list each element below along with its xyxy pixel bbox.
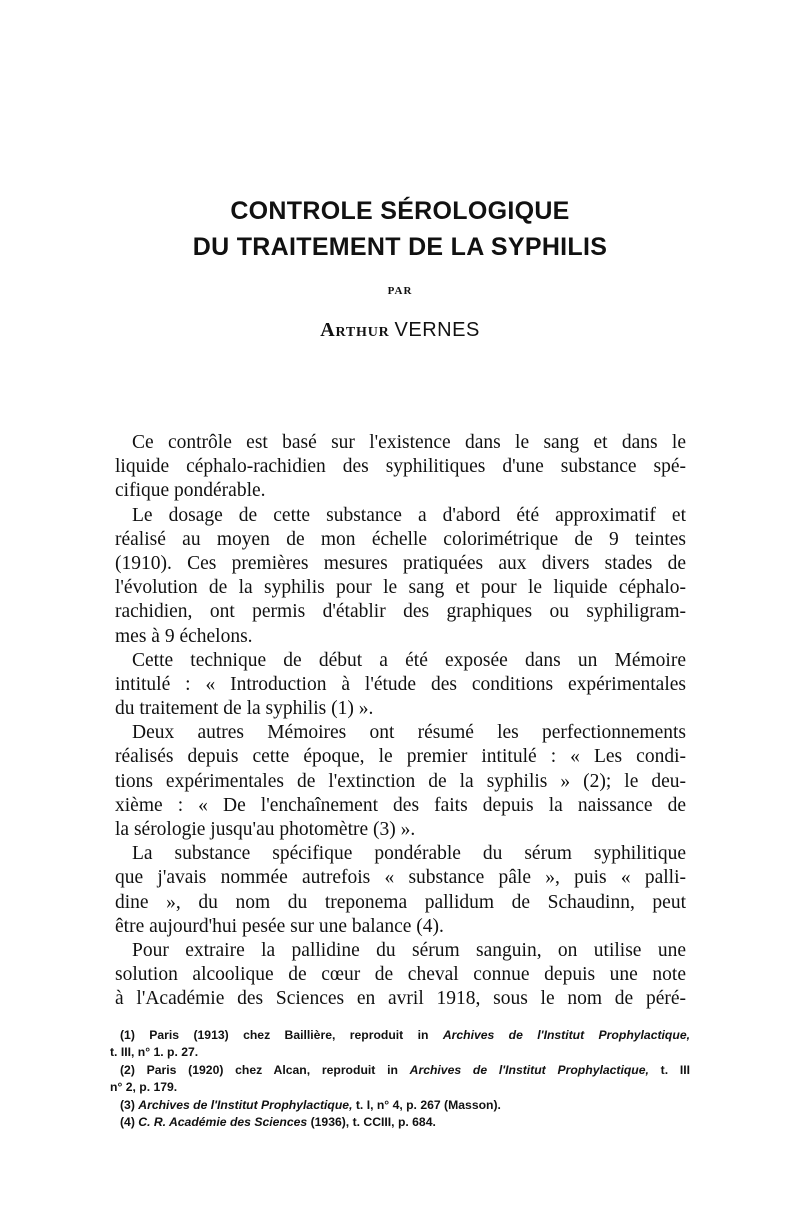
body-line: réalisés depuis cette époque, le premier intitulé : « Les condi- bbox=[115, 746, 686, 768]
footnotes bbox=[110, 1027, 690, 1131]
body-line: (1910). Ces premières mesures pratiquées aux divers stades de bbox=[115, 552, 686, 574]
title-line-2: DU TRAITEMENT DE LA SYPHILIS bbox=[192, 233, 608, 261]
body-line: du traitement de la syphilis (1) ». bbox=[115, 698, 374, 720]
body-line: La substance spécifique pondérable du sérum syphilitique bbox=[132, 843, 686, 865]
body-line: que j'avais nommée autrefois « substance pâle », puis « palli- bbox=[115, 867, 686, 889]
footnote-3-journal: Archives de l'Institut Prophylactique, bbox=[138, 1097, 353, 1112]
footnote-4 bbox=[110, 1114, 690, 1131]
body-line: être aujourd'hui pesée sur une balance (4). bbox=[115, 915, 444, 937]
body-line: la sérologie jusqu'au photomètre (3) ». bbox=[115, 819, 416, 840]
body-line: solution alcoolique de cœur de cheval connue depuis une note bbox=[115, 964, 686, 986]
body-line: Pour extraire la pallidine du sérum sanguin, on utilise une bbox=[132, 939, 686, 961]
body-line: rachidien, ont permis d'établir des graphiques ou syphiligram- bbox=[115, 601, 686, 623]
body-line: intitulé : « Introduction à l'étude des conditions expérimentales bbox=[115, 673, 686, 695]
footnote-2-cont: n° 2, p. 179. bbox=[110, 1080, 178, 1095]
author bbox=[0, 318, 800, 342]
footnote-1-cont: t. III, n° 1. p. 27. bbox=[110, 1045, 199, 1060]
body-line: tions expérimentales de l'extinction de la syphilis » (2); le deu- bbox=[115, 770, 686, 792]
body-line: Le dosage de cette substance a d'abord été approximatif et bbox=[132, 504, 686, 526]
footnote-3-text: t. I, n° 4, p. 267 (Masson). bbox=[352, 1097, 501, 1112]
author-first-name: Arthur bbox=[320, 319, 390, 341]
byline-par: PAR bbox=[387, 285, 413, 297]
body-line: mes à 9 échelons. bbox=[115, 625, 253, 647]
footnote-1-text: (1) Paris (1913) chez Baillière, reproduit in bbox=[120, 1028, 443, 1042]
footnote-2-journal: Archives de l'Institut Prophylactique, bbox=[409, 1062, 649, 1077]
body-line: liquide céphalo-rachidien des syphilitiques d'une substance spé- bbox=[115, 456, 686, 478]
body-line: Ce contrôle est basé sur l'existence dans le sang et dans le bbox=[132, 432, 686, 453]
body-line: l'évolution de la syphilis pour le sang et pour le liquide céphalo- bbox=[115, 577, 686, 599]
body-line: dine », du nom du treponema pallidum de Schaudinn, peut bbox=[115, 891, 686, 913]
body-line: Cette technique de début a été exposée dans un Mémoire bbox=[132, 649, 686, 671]
body-line: Deux autres Mémoires ont résumé les perfectionnements bbox=[132, 722, 686, 744]
footnote-4-journal: C. R. Académie des Sciences bbox=[138, 1114, 308, 1129]
footnote-3-number: (3) bbox=[120, 1097, 139, 1112]
footnote-3 bbox=[110, 1097, 690, 1114]
footnote-1-journal: Archives de l'Institut Prophylactique, bbox=[442, 1028, 690, 1042]
body-line: réalisé au moyen de mon échelle colorimétrique de 9 teintes bbox=[115, 528, 686, 550]
author-last-name: VERNES bbox=[394, 319, 480, 341]
footnote-2-volume: t. III bbox=[648, 1062, 691, 1077]
body-line: à l'Académie des Sciences en avril 1918, sous le nom de péré- bbox=[115, 988, 686, 1010]
footnote-2 bbox=[110, 1062, 690, 1079]
footnote-4-text: (1936), t. CCIII, p. 684. bbox=[307, 1114, 436, 1129]
title-line-1: CONTROLE SÉROLOGIQUE bbox=[230, 197, 570, 225]
body-line: xième : « De l'enchaînement des faits depuis la naissance de bbox=[115, 794, 686, 816]
footnote-2-text: (2) Paris (1920) chez Alcan, reproduit in bbox=[120, 1062, 410, 1077]
footnote-1 bbox=[110, 1027, 690, 1044]
body-line: cifique pondérable. bbox=[115, 480, 266, 502]
footnote-4-number: (4) bbox=[120, 1114, 139, 1129]
article-body bbox=[115, 431, 686, 1012]
